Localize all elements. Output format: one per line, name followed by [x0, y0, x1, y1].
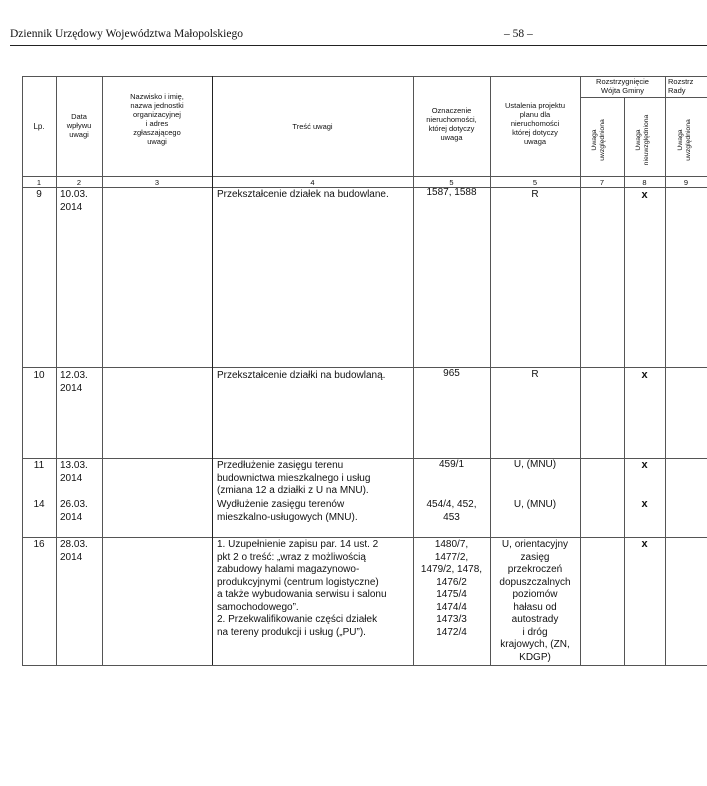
header-date: Data wpływu uwagi [66, 112, 92, 139]
row-plan: U, orientacyjny zasięg przekroczeń dopuszczalnych poziomów hałasu od autostrady i dróg krajowych, (ZN, KDGP) [499, 539, 571, 663]
row-property: 1587, 1588 [426, 187, 477, 198]
header-accepted: Uwaga uwzględniona [591, 119, 606, 161]
row-content: Wydłużenie zasięgu terenów mieszkalno-usługowych (MNU). [217, 499, 358, 523]
header-resolution-group: Rozstrzygnięcie Wójta Gminy [596, 77, 649, 95]
col-border [413, 76, 414, 665]
header-plan: Ustalenia projektu planu dla nieruchomości której dotyczy uwaga [504, 101, 566, 146]
col-border [56, 76, 57, 665]
col-border [102, 76, 103, 665]
table-top-border [22, 76, 707, 77]
col-border [22, 76, 23, 665]
rejected-mark: x [641, 459, 648, 471]
row-content: Przekształcenie działki na budowlaną. [217, 370, 386, 381]
column-number: 1 [36, 178, 42, 187]
row-property: 1480/7, 1477/2, 1479/2, 1478, 1476/2 1475/4 1474/4 1473/3 1472/4 [420, 539, 483, 638]
column-number: 9 [683, 178, 689, 187]
row-lp: 11 [33, 460, 45, 471]
row-content: Przedłużenie zasięgu terenu budownictwa mieszkalnego i usług (zmiana 12 a działki z U na MNU). [217, 460, 371, 496]
col-border [212, 76, 213, 665]
row-lp: 9 [36, 189, 42, 200]
row-lp: 16 [33, 539, 45, 550]
row-property: 459/1 [438, 459, 465, 470]
column-number: 2 [76, 178, 82, 187]
rejected-mark: x [641, 538, 648, 550]
row-date: 10.03. 2014 [60, 189, 88, 213]
row-divider [22, 367, 707, 368]
header-name: Nazwisko i imię, nazwa jednostki organizacyjnej i adres zgłaszającego uwagi [130, 92, 184, 146]
row-plan: R [531, 189, 539, 200]
header-rule [10, 45, 707, 46]
row-date: 28.03. 2014 [60, 539, 88, 563]
header-property: Oznaczenie nieruchomości, której dotyczy uwaga [426, 106, 477, 142]
row-property: 965 [443, 368, 460, 379]
row-property: 454/4, 452, 453 [426, 499, 477, 523]
col-border [624, 97, 625, 665]
row-divider [22, 458, 707, 459]
table-bottom-border [22, 665, 707, 666]
resolution-subheader-rule [580, 97, 707, 98]
column-number: 8 [642, 178, 647, 187]
column-number: 7 [599, 178, 605, 187]
page-number: – 58 – [504, 28, 533, 40]
journal-title: Dziennik Urzędowy Województwa Małopolskiego [10, 28, 243, 40]
header-lp: Lp. [33, 122, 45, 131]
column-number: 5 [532, 178, 538, 187]
row-lp: 14 [33, 499, 45, 510]
row-lp: 10 [33, 370, 45, 381]
rejected-mark: x [641, 369, 648, 381]
row-divider [22, 537, 707, 538]
row-date: 12.03. 2014 [60, 370, 88, 394]
header-council-group: Rozstrz Rady [668, 77, 694, 95]
col-border [665, 76, 666, 665]
header-rejected: Uwaga nieuwzględniona [635, 114, 650, 166]
numbers-bottom-rule [22, 187, 707, 188]
row-content: Przekształcenie działek na budowlane. [217, 189, 389, 200]
column-number: 5 [449, 178, 454, 187]
column-number: 4 [310, 178, 315, 187]
col-border [580, 76, 581, 665]
row-plan: U, (MNU) [513, 459, 557, 470]
row-plan: R [531, 369, 539, 380]
header-content: Treść uwagi [292, 122, 333, 131]
header-bottom-rule [22, 176, 707, 177]
col-border [490, 76, 491, 665]
row-date: 26.03. 2014 [60, 499, 88, 523]
column-number: 3 [154, 178, 160, 187]
rejected-mark: x [641, 498, 648, 510]
rejected-mark: x [641, 189, 648, 201]
header-council-accepted: Uwaga uwzględniona [677, 119, 692, 161]
row-date: 13.03. 2014 [60, 460, 88, 484]
row-plan: U, (MNU) [513, 499, 557, 510]
row-content: 1. Uzupełnienie zapisu par. 14 ust. 2 pkt 2 o treść: „wraz z możliwością zabudowy halami magazynowo- produkcyjnymi (centrum logistyczne) a także wybudowania serwisu i salonu samochodowego”. 2. Przekwalifikowanie części działek na tereny produkcji i usług („PU”). [217, 539, 387, 638]
